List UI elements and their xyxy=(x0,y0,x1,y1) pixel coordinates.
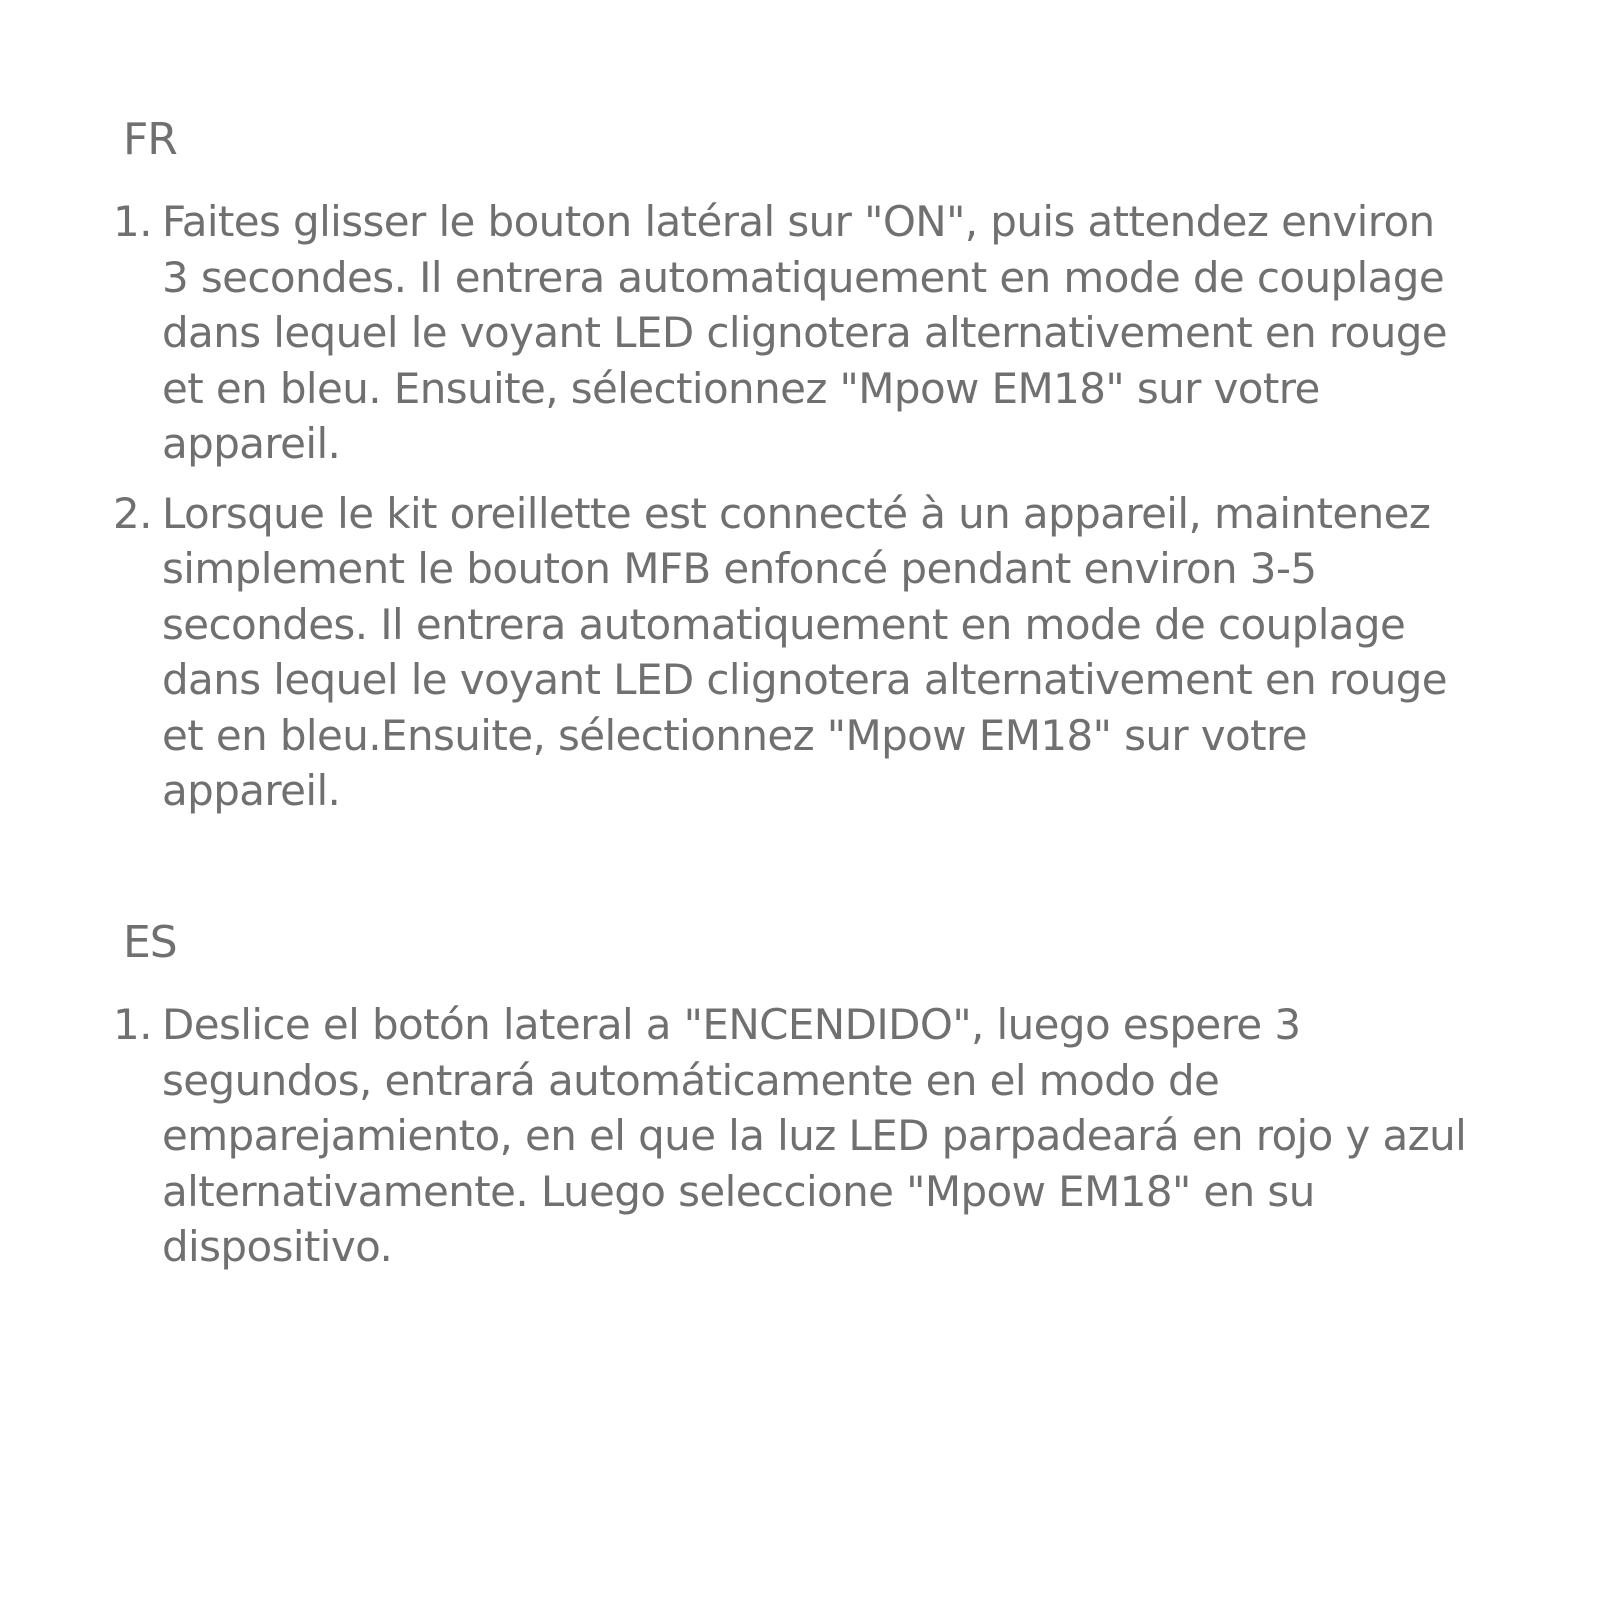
instruction-step xyxy=(0,486,1472,819)
language-heading-fr: FR xyxy=(123,114,177,165)
step-text: Lorsque le kit oreillette est connecté à un appareil, maintenez simplement le bouton MFB enfoncé pendant environ 3-5 secondes. Il entrera automatiquement en mode de couplage dans lequel le voyant LED clignotera alternativement en rouge et en bleu.Ensuite, sélectionnez "Mpow EM18" sur votre appareil. xyxy=(162,488,1448,815)
instruction-step xyxy=(0,194,1472,472)
step-number: 1. xyxy=(113,197,152,246)
step-text: Deslice el botón lateral a "ENCENDIDO", luego espere 3 segundos, entrará automáticamente en el modo de emparejamiento, en el que la luz LED parpadeará en rojo y azul alternativamente. Luego seleccione "Mpow EM18" en su dispositivo. xyxy=(162,1000,1467,1271)
instruction-step xyxy=(0,997,1472,1275)
step-number: 1. xyxy=(113,1000,152,1049)
step-number: 2. xyxy=(113,488,152,538)
step-text: Faites glisser le bouton latéral sur "ON", puis attendez environ 3 secondes. Il entrera automatiquement en mode de couplage dans lequel le voyant LED clignotera alternativement en rouge et en bleu. Ensuite, sélectionnez "Mpow EM18" sur votre appareil. xyxy=(162,197,1448,468)
instruction-list-fr xyxy=(0,194,1601,833)
instruction-list-es xyxy=(0,997,1601,1289)
language-heading-es: ES xyxy=(123,917,177,968)
